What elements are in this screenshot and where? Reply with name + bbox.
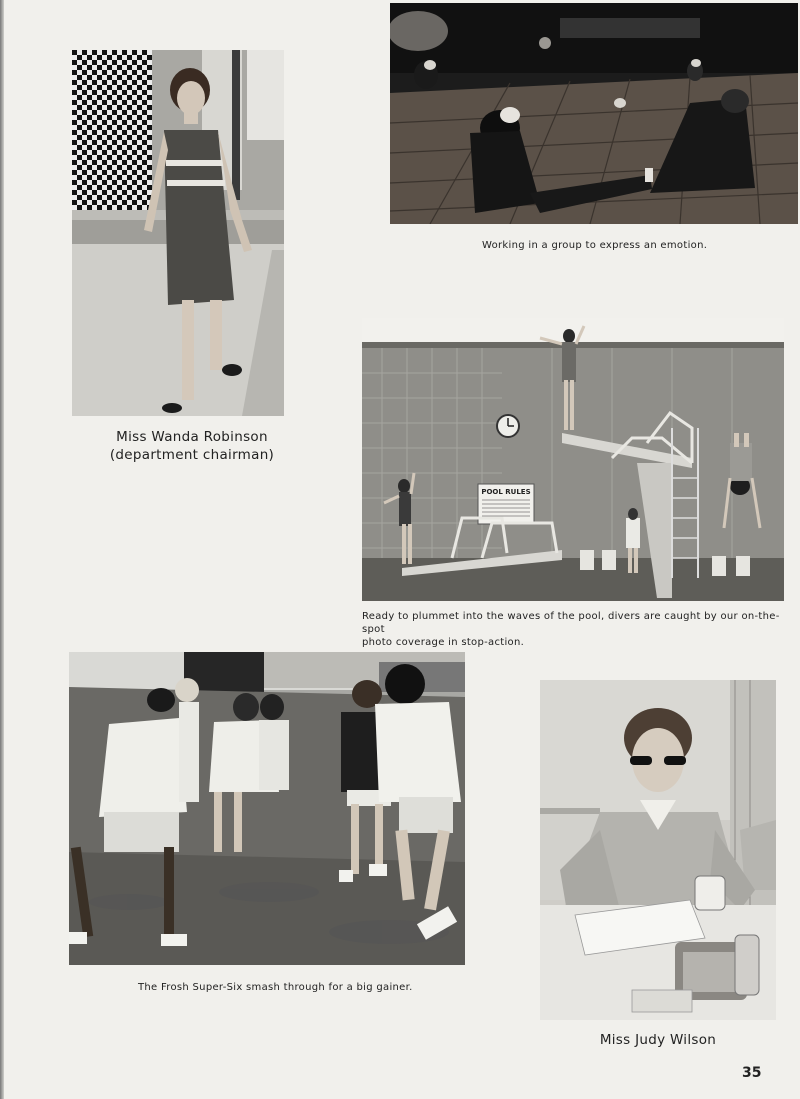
caption-robinson-title: (department chairman) xyxy=(109,447,275,463)
caption-group-emotion: Working in a group to express an emotion. xyxy=(482,240,708,251)
pool-rules-sign-title: POOL RULES xyxy=(481,488,531,496)
binding-edge xyxy=(0,0,4,1099)
photo-judy-wilson xyxy=(540,680,776,1020)
photo-wanda-robinson xyxy=(72,50,284,416)
caption-diving-line1: Ready to plummet into the waves of the pool, divers are caught by our on-the-spot xyxy=(362,611,780,635)
photo-frosh-super-six xyxy=(69,652,465,965)
caption-frosh-super-six: The Frosh Super-Six smash through for a big gainer. xyxy=(138,982,413,993)
caption-diving-line2: photo coverage in stop-action. xyxy=(362,637,525,648)
photo-group-emotion xyxy=(390,3,798,224)
caption-robinson-name: Miss Wanda Robinson xyxy=(116,429,268,445)
photo-diving xyxy=(362,318,784,601)
caption-wanda-robinson xyxy=(72,428,312,464)
caption-diving xyxy=(362,610,792,649)
page-number: 35 xyxy=(742,1065,762,1081)
caption-judy-wilson: Miss Judy Wilson xyxy=(599,1032,717,1048)
